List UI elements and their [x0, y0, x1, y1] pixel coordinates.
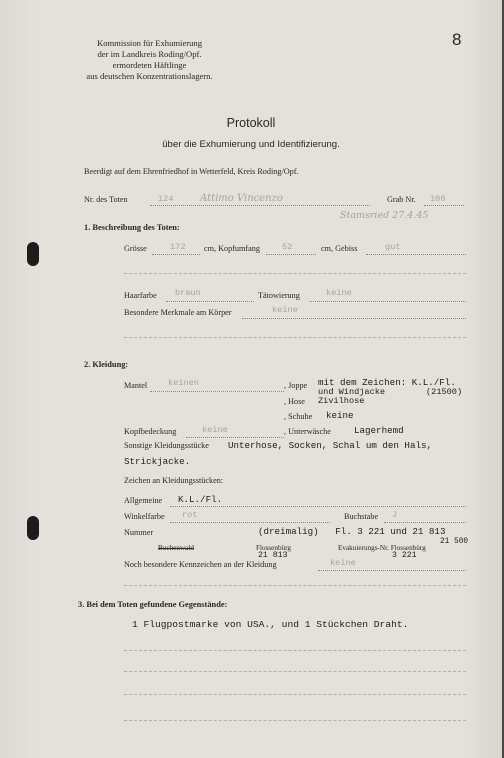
hose-value: Zivilhose [318, 396, 365, 406]
buchstabe-label: Buchstabe [344, 512, 379, 521]
document-subtitle: über die Exhumierung und Identifizierung. [162, 139, 340, 150]
zeichen-label: Zeichen an Kleidungsstücken: [124, 476, 224, 485]
punch-hole [27, 516, 39, 540]
winkelfarbe-value: rot [182, 510, 198, 520]
unterwaesche-value: Lagerhemd [354, 425, 404, 436]
merkmale-line [242, 318, 466, 319]
blank-line [124, 671, 466, 672]
gebiss-label: cm, Gebiss [321, 244, 358, 253]
nr-line [150, 205, 370, 206]
section1-heading: 1. Beschreibung des Toten: [84, 223, 180, 232]
mantel-line [150, 391, 284, 392]
allgemeine-label: Allgemeine [124, 496, 163, 505]
haarfarbe-label: Haarfarbe [124, 291, 157, 300]
taetowierung-value: keine [326, 288, 352, 298]
allgemeine-value: K.L./Fl. [178, 494, 223, 505]
evak-label: Evakuierungs-Nr. Flossenbürg [338, 544, 426, 552]
winkelfarbe-line [170, 522, 330, 523]
grab-value: 100 [430, 194, 446, 204]
commission-line: der im Landkreis Roding/Opf. [97, 49, 202, 59]
nummer-value: (dreimalig) Fl. 3 221 und 21 813 [258, 526, 446, 537]
blank-line [124, 650, 466, 651]
buchstabe-value: J [392, 510, 398, 520]
handwritten-note: Stamsried 27.4.45 [340, 210, 429, 221]
blank-line [124, 273, 466, 274]
document-title: Protokoll [226, 116, 276, 130]
winkelfarbe-label: Winkelfarbe [124, 512, 165, 521]
allgemeine-line [170, 506, 466, 507]
blank-line [124, 720, 466, 721]
nr-value: 124 [158, 194, 174, 204]
sonstige-value: Unterhose, Socken, Schal um den Hals, [228, 440, 432, 451]
groesse-line [152, 254, 200, 255]
kennzeichen-line [318, 570, 466, 571]
sonstige-value-2: Strickjacke. [124, 456, 191, 467]
kopfbedeckung-value: keine [202, 425, 228, 435]
commission-line: ermordeten Häftlinge [112, 60, 187, 70]
punch-hole [27, 242, 39, 266]
kopf-value: 52 [282, 242, 293, 252]
joppe-value: mit dem Zeichen: K.L./Fl. [318, 377, 456, 388]
page-number: 8 [452, 30, 462, 49]
schuhe-value: keine [326, 410, 354, 421]
gebiss-line [366, 254, 466, 255]
kennzeichen-value: keine [330, 558, 356, 568]
section3-heading: 3. Bei dem Toten gefundene Gegenstände: [78, 600, 228, 609]
commission-line: Kommission für Exhumierung [96, 38, 203, 48]
haarfarbe-line [166, 301, 254, 302]
commission-line: aus deutschen Konzentrationslagern. [86, 71, 213, 81]
joppe-value-2: und Windjacke [318, 387, 386, 397]
taetowierung-line [309, 301, 466, 302]
section2-heading: 2. Kleidung: [84, 360, 129, 369]
sonstige-label: Sonstige Kleidungsstücke [124, 441, 209, 450]
grab-label: Grab Nr. [387, 195, 416, 204]
nr-label: Nr. des Toten [84, 195, 128, 204]
blank-line [124, 694, 466, 695]
joppe-label: , Joppe [284, 381, 308, 390]
buchstabe-line [384, 522, 466, 523]
kopf-line [266, 254, 316, 255]
buchenwald-label: Buchenwald [158, 544, 194, 552]
mantel-label: Mantel [124, 381, 148, 390]
hose-label: , Hose [284, 397, 305, 406]
joppe-number: (21500) [426, 387, 463, 397]
name-value: Attimo Vincenzo [200, 193, 283, 204]
groesse-label: Grösse [124, 244, 147, 253]
blank-line [124, 337, 466, 338]
merkmale-value: keine [272, 305, 298, 315]
nummer-label: Nummer [124, 528, 154, 537]
haarfarbe-value: braun [175, 288, 201, 298]
kopf-label: cm, Kopfumfang [204, 244, 260, 253]
unterwaesche-label: , Unterwäsche [284, 427, 331, 436]
merkmale-label: Besondere Merkmale am Körper [124, 308, 232, 317]
evak-value: 3 221 [392, 551, 417, 560]
commission-header [62, 38, 237, 82]
kennzeichen-label: Noch besondere Kennzeichen an der Kleidung [124, 560, 277, 569]
grab-line [424, 205, 464, 206]
gebiss-value: gut [385, 242, 401, 252]
mantel-value: keinen [168, 378, 199, 388]
blank-line [124, 585, 466, 586]
burial-line: Beerdigt auf dem Ehrenfriedhof in Wetterfeld, Kreis Roding/Opf. [84, 167, 299, 176]
nummer-extra: 21 500 [440, 538, 469, 546]
flossenbuerg-value: 21 813 [258, 551, 288, 560]
items-value: 1 Flugpostmarke von USA., und 1 Stückchen Draht. [132, 619, 409, 630]
taetowierung-label: Tätowierung [258, 291, 300, 300]
kopfbedeckung-line [186, 437, 284, 438]
schuhe-label: , Schuhe [284, 412, 313, 421]
kopfbedeckung-label: Kopfbedeckung [124, 427, 177, 436]
groesse-value: 172 [170, 242, 186, 252]
flossenbuerg-label: Flossenbürg [256, 544, 292, 552]
